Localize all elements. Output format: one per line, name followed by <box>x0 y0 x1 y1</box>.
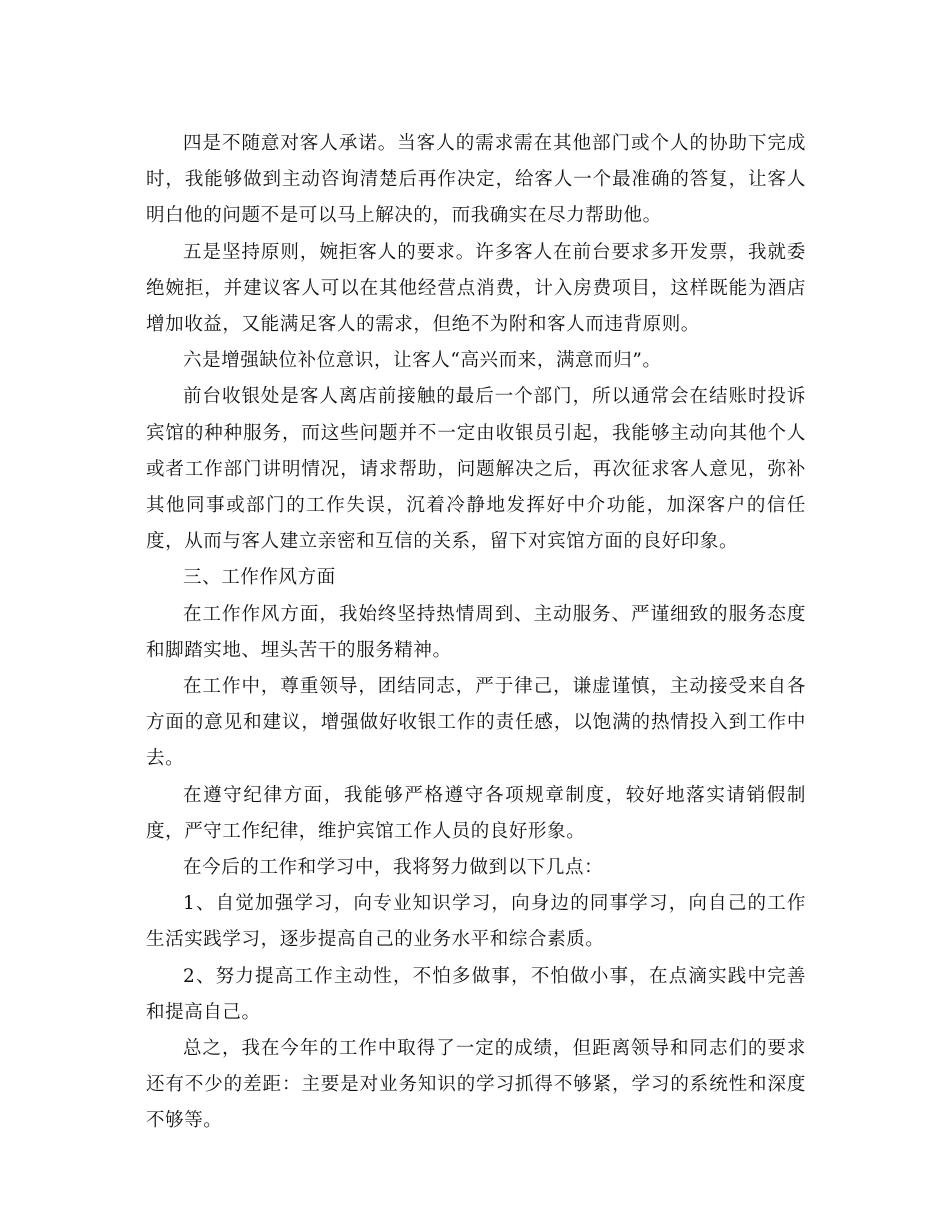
paragraph-gap-filling: 六是增强缺位补位意识，让客人“高兴而来，满意而归”。 <box>183 350 662 372</box>
paragraph-at-work: 在工作中，尊重领导，团结同志，严于律己，谦虚谨慎，主动接受来自各方面的意见和建议，增强做好收银工作的责任感，以饱满的热情投入到工作中去。 <box>146 676 806 770</box>
paragraph-future-intro: 在今后的工作和学习中，我将努力做到以下几点： <box>183 857 604 879</box>
paragraph-front-desk: 前台收银处是客人离店前接触的最后一个部门，所以通常会在结账时投诉宾馆的种种服务，而这些问题并不一定由收银员引起，我能够主动向其他个人或者工作部门讲明情况，请求帮助，问题解决之后，再次征求客人意见，弥补其他同事或部门的工作失误，沉着冷静地发挥好中介功能，加深客户的信任度，从而与客人建立亲密和互信的关系，留下对宾馆方面的良好印象。 <box>146 386 806 553</box>
list-item-initiative: 2、努力提高工作主动性，不怕多做事，不怕做小事，在点滴实践中完善和提高自己。 <box>146 965 806 1023</box>
paragraph-discipline: 在遵守纪律方面，我能够严格遵守各项规章制度，较好地落实请销假制度，严守工作纪律，维护宾馆工作人员的良好形象。 <box>146 784 806 842</box>
section-heading-work-style: 三、工作作风方面 <box>183 567 336 589</box>
list-item-study: 1、自觉加强学习，向专业知识学习，向身边的同事学习，向自己的工作生活实践学习，逐步提高自己的业务水平和综合素质。 <box>146 893 806 951</box>
paragraph-summary: 总之，我在今年的工作中取得了一定的成绩，但距离领导和同志们的要求还有不少的差距：主要是对业务知识的学习抓得不够紧，学习的系统性和深度不够等。 <box>146 1038 806 1132</box>
paragraph-principle: 五是坚持原则，婉拒客人的要求。许多客人在前台要求多开发票，我就委绝婉拒，并建议客人可以在其他经营点消费，计入房费项目，这样既能为酒店增加收益，又能满足客人的需求，但绝不为附和客人而违背原则。 <box>146 241 806 336</box>
paragraph-work-style: 在工作作风方面，我始终坚持热情周到、主动服务、严谨细致的服务态度和脚踏实地、埋头苦干的服务精神。 <box>146 603 806 661</box>
document-body <box>146 126 806 1140</box>
paragraph-promise: 四是不随意对客人承诺。当客人的需求需在其他部门或个人的协助下完成时，我能够做到主动咨询清楚后再作决定，给客人一个最准确的答复，让客人明白他的问题不是可以马上解决的，而我确实在尽力帮助他。 <box>146 133 806 227</box>
